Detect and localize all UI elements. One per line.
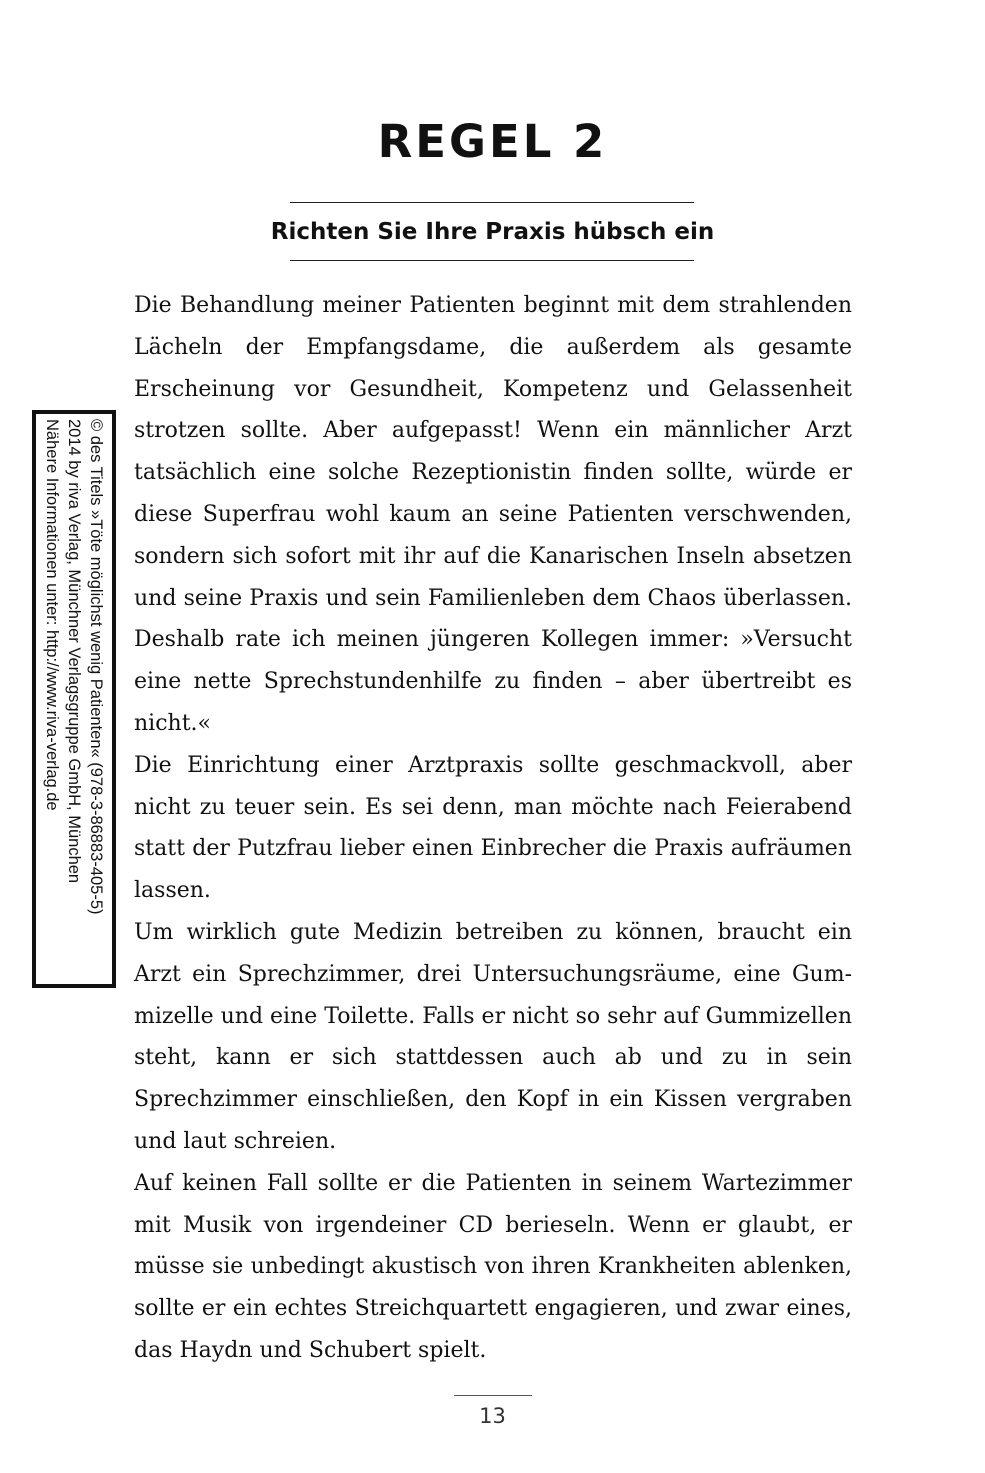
- copyright-notice: [41, 419, 107, 979]
- paragraph-1: Die Behandlung meiner Patienten beginnt mit dem strahlenden Lächeln der Empfangsdame, die außerdem als gesamte Erscheinung vor Gesundheit, Kompetenz und Gelassenheit strotzen sollte. Aber aufgepasst! Wenn ein männlicher Arzt tatsächlich eine solche Rezeptionistin finden sollte, würde er diese Superfrau wohl kaum an seine Patienten verschwenden, sondern sich sofort mit ihr auf die Kanarischen Inseln absetzen und seine Praxis und sein Familienleben dem Chaos überlassen. Deshalb rate ich meinen jüngeren Kollegen immer: »Versucht eine nette Sprechstundenhilfe zu finden – aber übertreibt es nicht.«: [134, 293, 852, 736]
- paragraph-3: Um wirklich gute Medizin betreiben zu können, braucht ein Arzt ein Sprechzimmer, drei Untersuchungsräume, eine Gummizelle und eine Toilette. Falls er nicht so sehr auf Gummizellen steht, kann er sich stattdessen auch ab und zu in sein Sprechzimmer einschließen, den Kopf in ein Kissen vergraben und laut schreien.: [134, 919, 852, 1154]
- footer-rule: [454, 1395, 532, 1396]
- paragraph-2: Die Einrichtung einer Arztpraxis sollte geschmackvoll, aber nicht zu teuer sein. Es sei denn, man möchte nach Feierabend statt der Putzfrau lieber einen Einbrecher die Praxis aufräumen lassen.: [134, 752, 852, 904]
- chapter-subtitle: Richten Sie Ihre Praxis hübsch ein: [270, 219, 715, 245]
- copyright-line-title: © des Titels »Töte möglichst wenig Patienten« (978-3-86883-405-5): [87, 419, 105, 915]
- paragraph-4: Auf keinen Fall sollte er die Patienten in seinem Wartezimmer mit Musik von irgendeiner CD berieseln. Wenn er glaubt, er müsse sie unbedingt akustisch von ihren Krankheiten ablenken, sollte er ein echtes Streichquartett engagieren, und zwar eines, das Haydn und Schubert spielt.: [134, 1170, 852, 1363]
- chapter-title: REGEL 2: [377, 115, 608, 168]
- subtitle-top-rule: [290, 202, 694, 203]
- copyright-notice-box: [32, 410, 116, 988]
- copyright-line-publisher: 2014 by riva Verlag, Münchner Verlagsgruppe GmbH, München: [65, 419, 83, 884]
- subtitle-bottom-rule: [290, 260, 694, 261]
- page-number: 13: [479, 1404, 506, 1428]
- body-text: [134, 285, 852, 1372]
- copyright-line-info: Nähere Informationen unter: http://www.riva-verlag.de: [43, 419, 61, 811]
